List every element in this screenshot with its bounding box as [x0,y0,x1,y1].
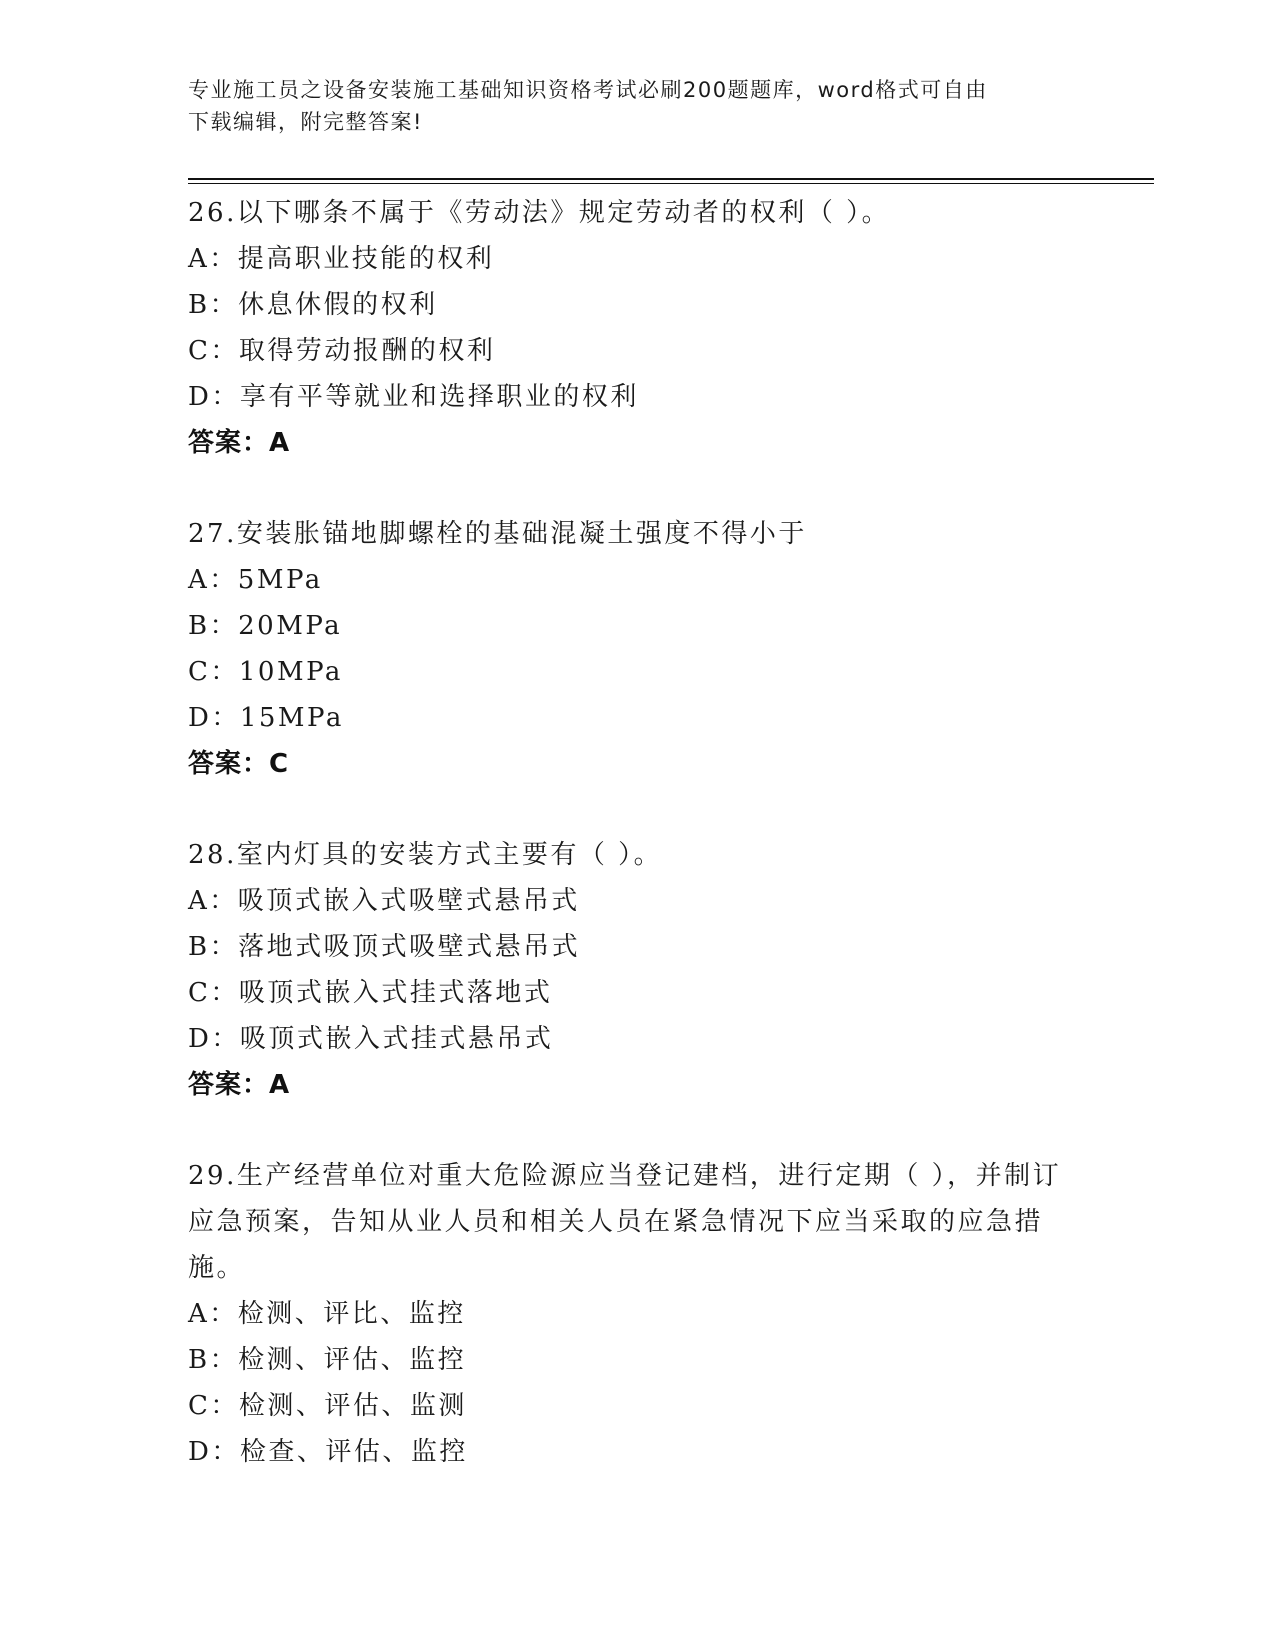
question-spacer [188,466,1068,511]
header-divider-thick [188,178,1154,180]
option-a: A：5MPa [188,565,323,595]
question-text: 27.安装胀锚地脚螺栓的基础混凝土强度不得小于 [188,519,807,549]
question-text: 29.生产经营单位对重大危险源应当登记建档，进行定期（ ），并制订应急预案，告知从业人员和相关人员在紧急情况下应当采取的应急措施。 [188,1161,1062,1283]
question-spacer [188,787,1068,832]
answer-label: 答案：C [188,749,290,779]
question-27 [188,511,1068,787]
answer-label: 答案：A [188,1070,291,1100]
option-d: D：吸顶式嵌入式挂式悬吊式 [188,1024,554,1054]
option-b: B：休息休假的权利 [188,290,438,320]
option-c: C：取得劳动报酬的权利 [188,336,496,366]
option-b: B：20MPa [188,611,343,641]
answer-label: 答案：A [188,428,291,458]
header-divider-thin [188,183,1154,184]
option-c: C：10MPa [188,657,343,687]
option-d: D：15MPa [188,703,344,733]
question-28 [188,832,1068,1108]
option-d: D：检查、评估、监控 [188,1437,468,1467]
option-a: A：吸顶式嵌入式吸壁式悬吊式 [188,886,580,916]
option-b: B：检测、评估、监控 [188,1345,467,1375]
question-26 [188,190,1068,466]
question-list [188,190,1068,1475]
question-spacer [188,1108,1068,1153]
option-c: C：吸顶式嵌入式挂式落地式 [188,978,553,1008]
question-text: 28.室内灯具的安装方式主要有（ ）。 [188,840,663,870]
option-a: A：检测、评比、监控 [188,1299,466,1329]
question-29 [188,1153,1068,1475]
option-b: B：落地式吸顶式吸壁式悬吊式 [188,932,581,962]
header-line-2: 下载编辑，附完整答案! [188,110,423,134]
header-line-1: 专业施工员之设备安装施工基础知识资格考试必刷200题题库，word格式可自由 [188,78,988,102]
option-d: D：享有平等就业和选择职业的权利 [188,382,639,412]
option-a: A：提高职业技能的权利 [188,244,495,274]
option-c: C：检测、评估、监测 [188,1391,467,1421]
question-text: 26.以下哪条不属于《劳动法》规定劳动者的权利（ ）。 [188,198,891,228]
document-header [188,74,1068,138]
